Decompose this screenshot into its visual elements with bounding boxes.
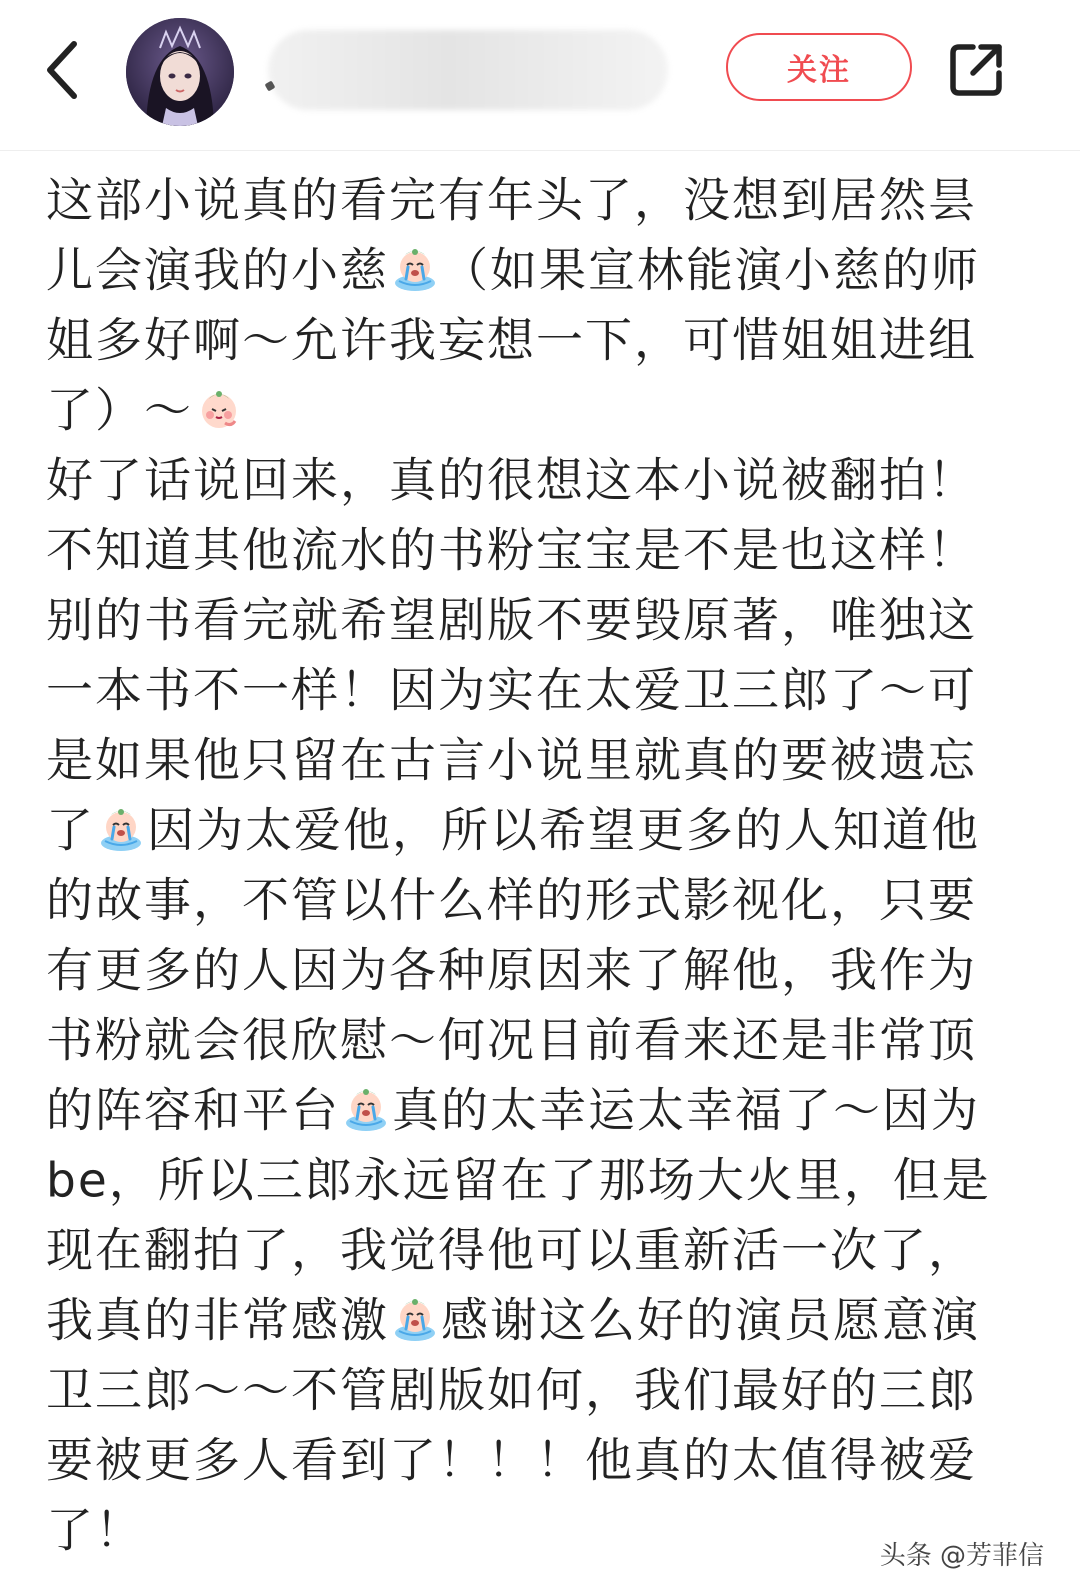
post-text-line — [46, 794, 1016, 864]
post-text-segment: 我真的非常感激 — [46, 1293, 389, 1349]
crying-emoji-icon — [391, 245, 439, 293]
post-text-segment: 要被更多人看到了！！！他真的太值得被爱 — [46, 1433, 977, 1489]
post-text-line — [46, 1424, 1016, 1494]
post-text-segment: be，所以三郎永远留在了那场大火里，但是 — [46, 1153, 991, 1209]
chevron-left-icon — [42, 38, 82, 102]
post-text-line — [46, 864, 1016, 934]
post-text-segment: 这部小说真的看完有年头了，没想到居然昙 — [46, 173, 977, 229]
back-button[interactable] — [32, 30, 92, 110]
post-text-segment: 的故事，不管以什么样的形式影视化，只要 — [46, 873, 977, 929]
post-text-segment: 的阵容和平台 — [46, 1083, 340, 1139]
post-text-segment: 一本书不一样！因为实在太爱卫三郎了～可 — [46, 663, 977, 719]
post-text-line — [46, 1144, 1016, 1214]
post-text-segment: 了！ — [46, 1503, 144, 1559]
post-text-segment: 因为太爱他，所以希望更多的人知道他 — [147, 803, 980, 859]
post-text-line — [46, 1284, 1016, 1354]
header-divider — [0, 150, 1080, 151]
post-text-segment: 不知道其他流水的书粉宝宝是不是也这样！ — [46, 523, 977, 579]
post-text-line — [46, 164, 1016, 234]
blush-emoji-icon — [195, 385, 243, 433]
watermark: 头条 @芳菲信 — [874, 1533, 1050, 1574]
post-text-segment: 是如果他只留在古言小说里就真的要被遗忘 — [46, 733, 977, 789]
post-text-segment: 卫三郎～～不管剧版如何，我们最好的三郎 — [46, 1363, 977, 1419]
post-text-line — [46, 654, 1016, 724]
post-text-segment: 有更多的人因为各种原因来了解他，我作为 — [46, 943, 977, 999]
post-text-segment: 真的太幸运太幸福了～因为 — [392, 1083, 980, 1139]
post-text-line — [46, 234, 1016, 304]
post-text-segment: 书粉就会很欣慰～何况目前看来还是非常顶 — [46, 1013, 977, 1069]
post-text-line — [46, 374, 1016, 444]
top-bar — [0, 0, 1080, 150]
username-redacted — [268, 30, 668, 110]
post-text-segment: （如果宣林能演小慈的师 — [441, 243, 980, 299]
post-text-segment: 了 — [46, 803, 95, 859]
post-text-line — [46, 1354, 1016, 1424]
follow-button[interactable]: 关注 — [726, 33, 912, 101]
post-text-line — [46, 584, 1016, 654]
share-external-icon — [947, 39, 1007, 99]
post-text-segment: 了）～ — [46, 383, 193, 439]
post-text-segment: 现在翻拍了，我觉得他可以重新活一次了， — [46, 1223, 977, 1279]
post-text-segment: 感谢这么好的演员愿意演 — [441, 1293, 980, 1349]
avatar-image — [126, 18, 234, 126]
crying-emoji-icon — [342, 1085, 390, 1133]
crying-emoji-icon — [97, 805, 145, 853]
post-text-segment: 好了话说回来，真的很想这本小说被翻拍！ — [46, 453, 977, 509]
post-text-segment: 儿会演我的小慈 — [46, 243, 389, 299]
post-text-line — [46, 514, 1016, 584]
crying-emoji-icon — [391, 1295, 439, 1343]
avatar[interactable] — [126, 18, 234, 126]
post-text-line — [46, 934, 1016, 1004]
post-text-line — [46, 1214, 1016, 1284]
post-text-line — [46, 444, 1016, 514]
post-body — [46, 164, 1016, 1564]
post-text-line — [46, 1494, 1016, 1564]
share-button[interactable] — [944, 36, 1010, 102]
post-text-line — [46, 304, 1016, 374]
post-text-segment: 姐多好啊～允许我妄想一下，可惜姐姐进组 — [46, 313, 977, 369]
post-text-segment: 别的书看完就希望剧版不要毁原著，唯独这 — [46, 593, 977, 649]
post-text-line — [46, 1074, 1016, 1144]
post-text-line — [46, 1004, 1016, 1074]
post-text-line — [46, 724, 1016, 794]
